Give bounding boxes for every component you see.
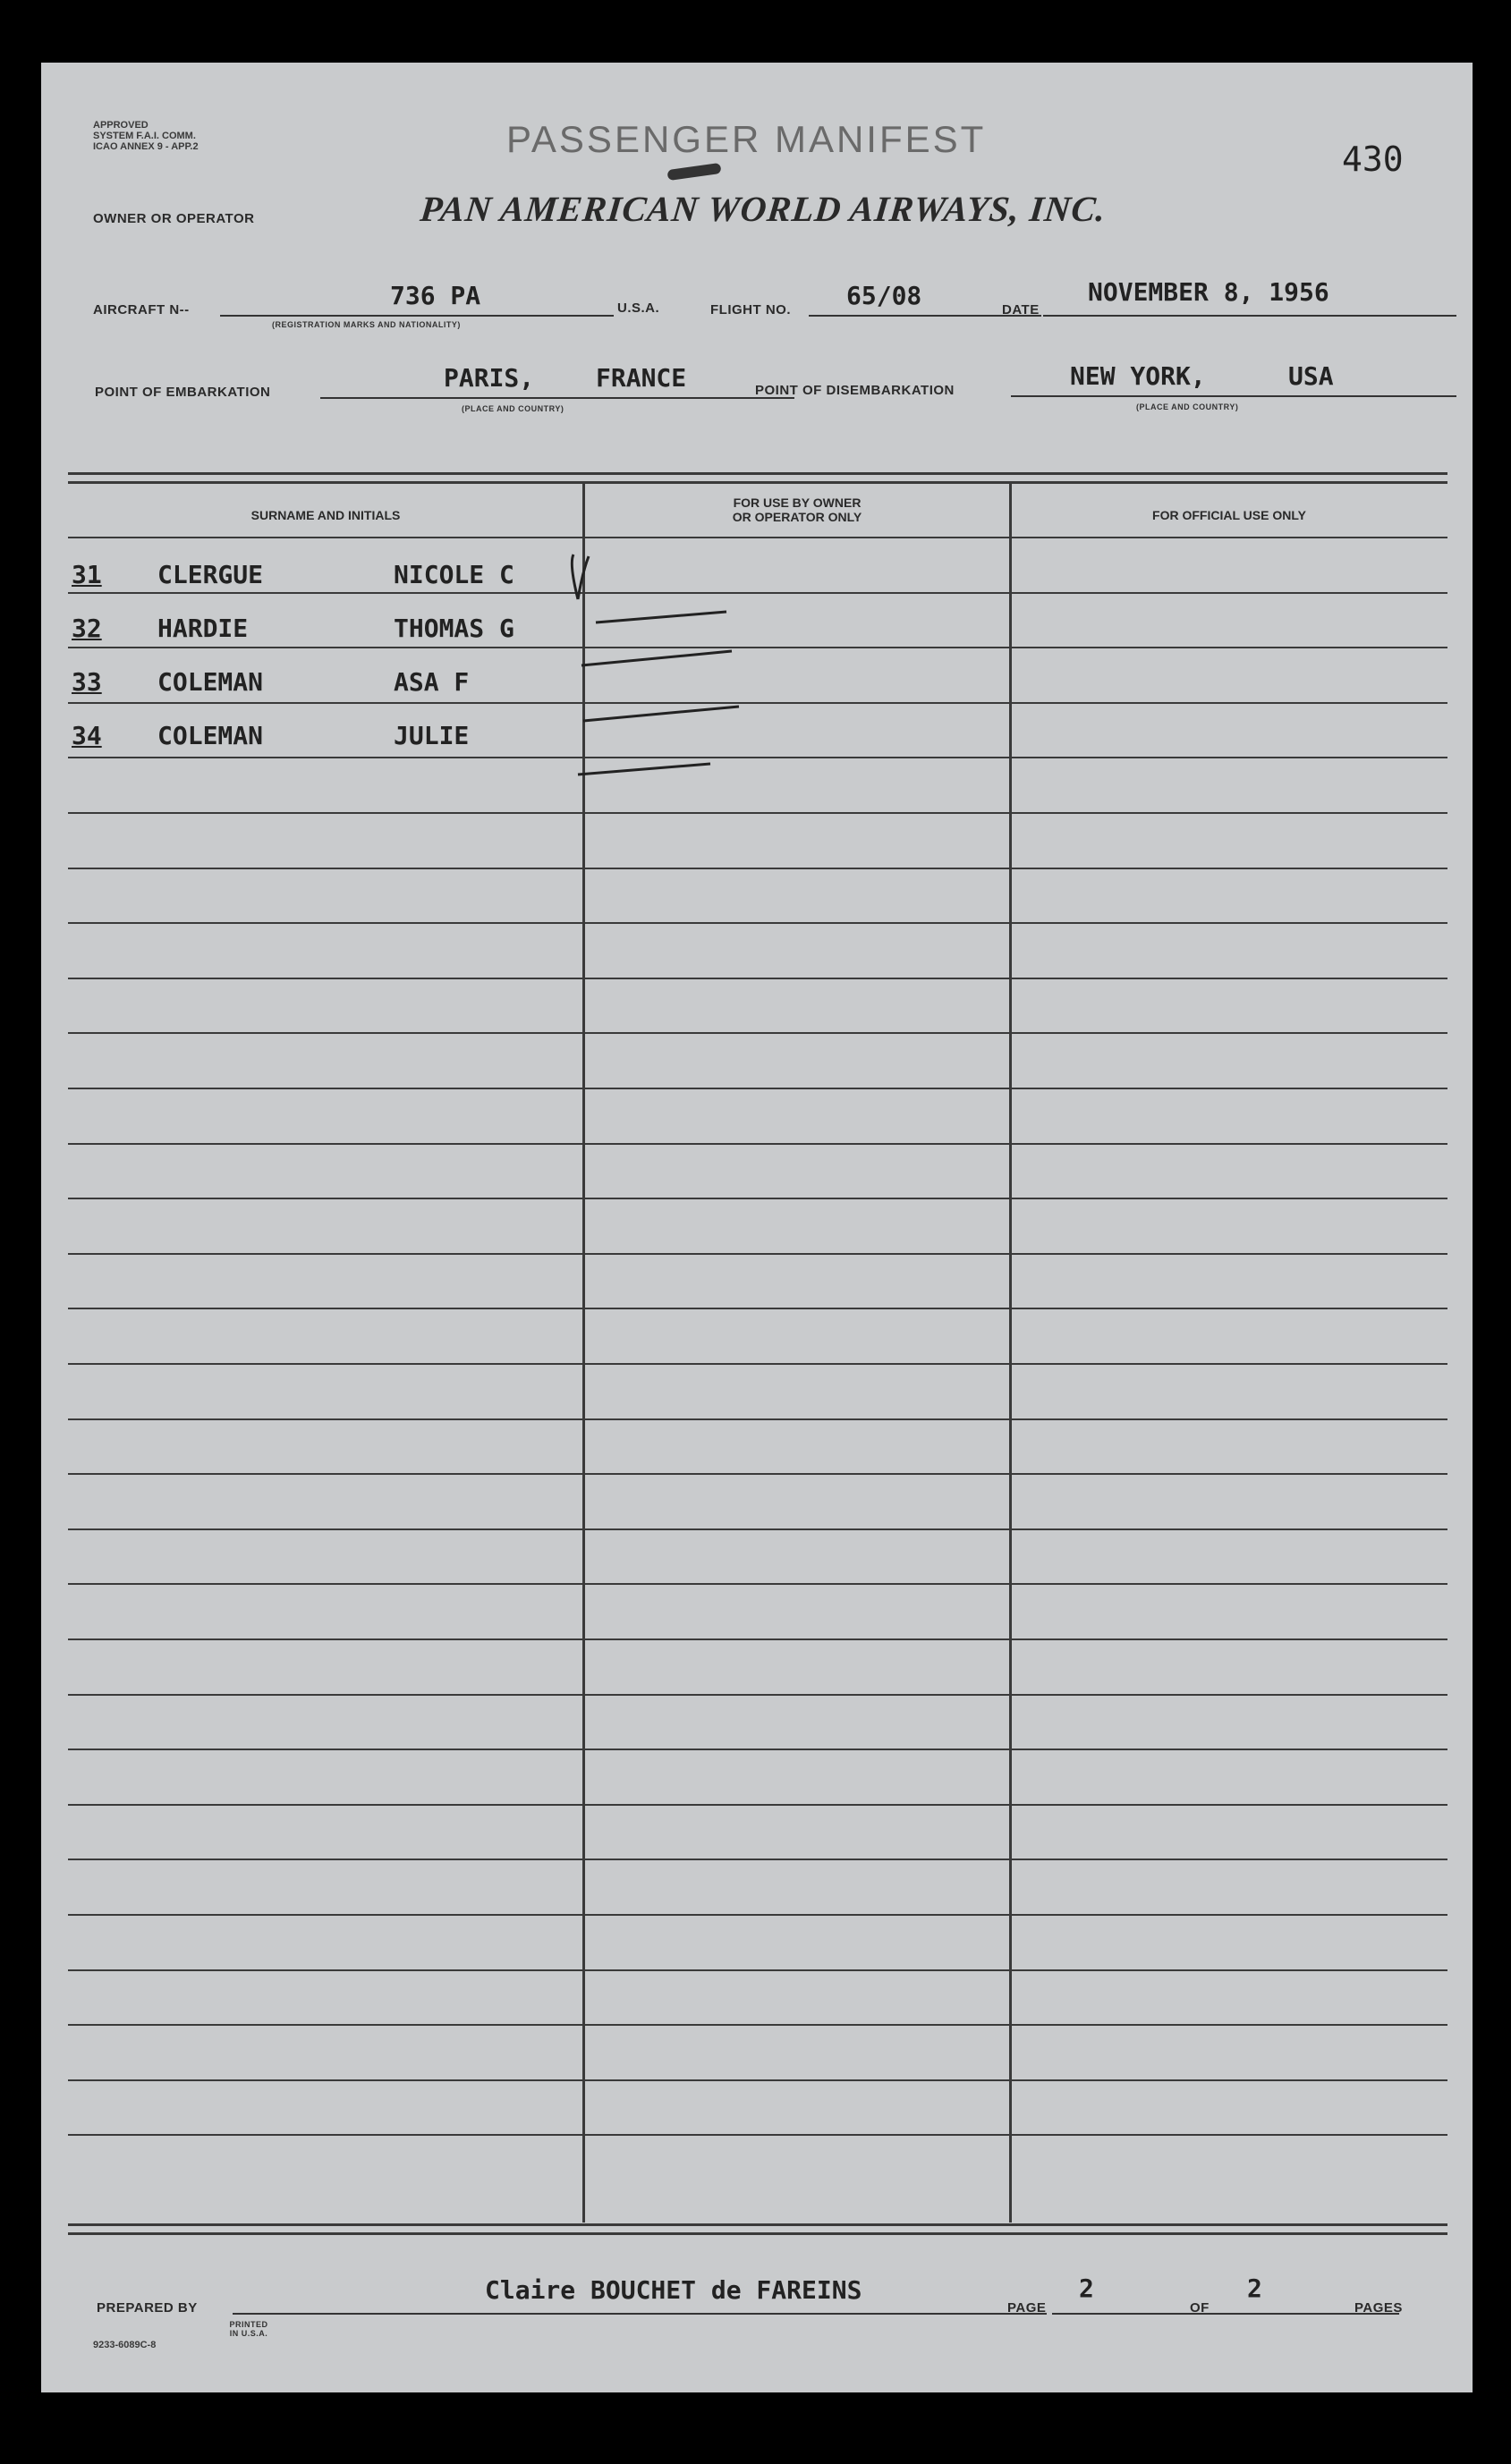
approval-line-1: APPROVED (93, 120, 149, 131)
date-label: DATE (1002, 302, 1040, 318)
prepared-by-label: PREPARED BY (97, 2300, 198, 2316)
of-label: OF (1190, 2300, 1210, 2316)
table-rule-line (68, 922, 1447, 924)
table-rule-line (68, 757, 1447, 758)
pages-label: PAGES (1354, 2300, 1403, 2316)
table-rule-line (68, 812, 1447, 814)
table-rule-line (68, 1253, 1447, 1255)
table-rule-line (68, 978, 1447, 979)
disembarkation-caption: (PLACE AND COUNTRY) (1136, 402, 1239, 411)
passenger-initials: ASA F (394, 667, 470, 697)
of-value: 2 (1247, 2273, 1262, 2303)
table-rule-line (68, 1969, 1447, 1971)
date-underline (1043, 315, 1456, 317)
form-number: 9233-6089C-8 (93, 2340, 157, 2350)
table-rule-line (68, 1418, 1447, 1420)
approval-stamp (93, 120, 199, 152)
approval-line-2: SYSTEM F.A.I. COMM. (93, 131, 196, 141)
aircraft-value: 736 PA (390, 281, 481, 310)
prepared-by-value: Claire BOUCHET de FAREINS (485, 2275, 862, 2305)
table-rule-line (68, 1198, 1447, 1199)
disembarkation-underline (1011, 395, 1456, 397)
aircraft-underline (220, 315, 614, 317)
table-rule-line (68, 702, 1447, 704)
column-header-operator: FOR USE BY OWNER OR OPERATOR ONLY (732, 495, 862, 524)
column-header-surname: SURNAME AND INITIALS (250, 508, 401, 522)
table-rule-line (68, 1749, 1447, 1750)
printed-mark: PRINTED IN U.S.A. (229, 2320, 268, 2338)
table-rule-line (68, 537, 1447, 538)
passenger-surname: COLEMAN (157, 721, 264, 750)
table-rule-line (68, 2079, 1447, 2081)
flight-number-value: 65/08 (846, 281, 922, 310)
logo-mark-icon (666, 163, 721, 181)
archive-page-number: 430 (1342, 140, 1404, 179)
owner-label: OWNER OR OPERATOR (93, 211, 255, 226)
embarkation-city: PARIS, (444, 363, 535, 393)
date-value: NOVEMBER 8, 1956 (1088, 277, 1329, 307)
table-rule-line (68, 1914, 1447, 1916)
disembarkation-country: USA (1288, 361, 1334, 391)
embarkation-label: POINT OF EMBARKATION (95, 385, 271, 400)
passenger-surname: COLEMAN (157, 667, 264, 697)
table-rule-line (68, 647, 1447, 648)
table-rule-line (68, 1473, 1447, 1475)
embarkation-caption: (PLACE AND COUNTRY) (462, 404, 565, 413)
table-rule-line (68, 2134, 1447, 2136)
handwritten-marks-icon (542, 546, 757, 778)
row-number: 32 (72, 614, 102, 643)
table-rule-line (68, 1088, 1447, 1089)
table-rule-line (68, 2024, 1447, 2026)
table-rule-line (68, 1583, 1447, 1585)
table-bottom-rule (68, 2223, 1447, 2226)
table-bottom-rule-2 (68, 2232, 1447, 2235)
passenger-surname: CLERGUE (157, 560, 264, 589)
row-number: 33 (72, 667, 102, 697)
passenger-initials: THOMAS G (394, 614, 514, 643)
table-rule-line (68, 592, 1447, 594)
table-rule-line (68, 1143, 1447, 1145)
registration-caption: (REGISTRATION MARKS AND NATIONALITY) (272, 320, 461, 329)
flight-label: FLIGHT NO. (710, 302, 791, 318)
table-rule-line (68, 868, 1447, 869)
company-name: PAN AMERICAN WORLD AIRWAYS, INC. (418, 189, 1108, 229)
table-rule-line (68, 1804, 1447, 1806)
table-rule-line (68, 1032, 1447, 1034)
passenger-initials: NICOLE C (394, 560, 514, 589)
page-value: 2 (1079, 2273, 1094, 2303)
table-rule-line (68, 1859, 1447, 1860)
table-rule-line (68, 1528, 1447, 1530)
document-title: PASSENGER MANIFEST (506, 118, 987, 160)
table-top-rule-2 (68, 481, 1447, 484)
table-top-rule (68, 472, 1447, 475)
table-rule-line (68, 1363, 1447, 1365)
table-rule-line (68, 1694, 1447, 1696)
embarkation-underline (320, 397, 794, 399)
disembarkation-label: POINT OF DISEMBARKATION (755, 383, 955, 398)
approval-line-3: ICAO ANNEX 9 - APP.2 (93, 141, 199, 152)
aircraft-label: AIRCRAFT N-- (93, 302, 190, 318)
column-header-official: FOR OFFICIAL USE ONLY (1152, 508, 1306, 522)
row-number: 31 (72, 560, 102, 589)
country-label: U.S.A. (617, 301, 660, 316)
column-divider-2 (1009, 483, 1012, 2223)
prepared-by-underline (233, 2313, 1047, 2315)
passenger-surname: HARDIE (157, 614, 249, 643)
page-label: PAGE (1007, 2300, 1047, 2316)
row-number: 34 (72, 721, 102, 750)
table-rule-line (68, 1638, 1447, 1640)
passenger-initials: JULIE (394, 721, 470, 750)
disembarkation-city: NEW YORK, (1070, 361, 1206, 391)
table-rule-line (68, 1308, 1447, 1309)
embarkation-country: FRANCE (596, 363, 687, 393)
manifest-sheet (41, 63, 1473, 2392)
